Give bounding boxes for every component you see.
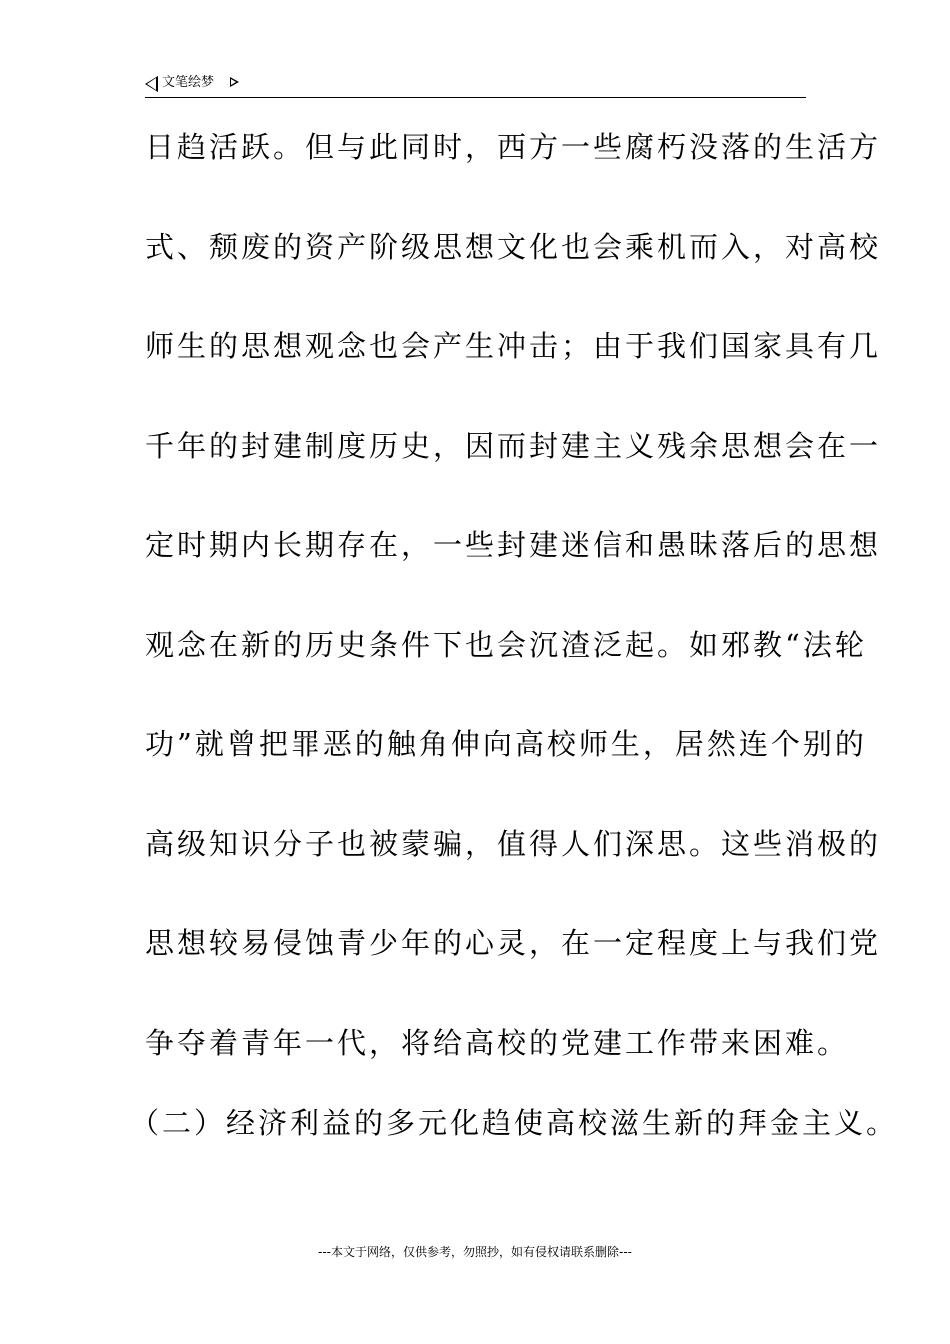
page-header: [145, 74, 806, 98]
text-line: 观念在新的历史条件下也会沉渣泛起。如邪教“法轮: [145, 627, 867, 662]
body-paragraph: [145, 127, 882, 1122]
text-line: 高级知识分子也被蒙骗，值得人们深思。这些消极的: [145, 826, 882, 861]
text-line: 定时期内长期存在，一些封建迷信和愚昧落后的思想: [145, 528, 882, 562]
header-title: 文笔绘梦: [162, 75, 215, 90]
text-line: 日趋活跃。但与此同时，西方一些腐朽没落的生活方: [145, 130, 882, 164]
text-line: 功”就曾把罪恶的触角伸向高校师生，居然连个别的: [145, 727, 867, 761]
text-line: 思想较易侵蚀青少年的心灵，在一定程度上与我们党: [145, 926, 882, 960]
text-line: 争夺着青年一代，将给高校的党建工作带来困难。: [145, 1025, 850, 1060]
page-footer: ---本文于网络，仅供参考，勿照抄，如有侵权请联系删除---: [318, 1245, 632, 1259]
right-triangle-icon: [230, 77, 239, 87]
text-line: 师生的思想观念也会产生冲击；由于我们国家具有几: [145, 329, 882, 363]
header-divider: [145, 97, 806, 98]
left-triangle-icon: [145, 76, 158, 92]
text-line: 式、颓废的资产阶级思想文化也会乘机而入，对高校: [145, 229, 882, 264]
text-line: 千年的封建制度历史，因而封建主义残余思想会在一: [145, 428, 882, 463]
section-subheading: （二）经济利益的多元化趋使高校滋生新的拜金主义。: [130, 1106, 899, 1140]
